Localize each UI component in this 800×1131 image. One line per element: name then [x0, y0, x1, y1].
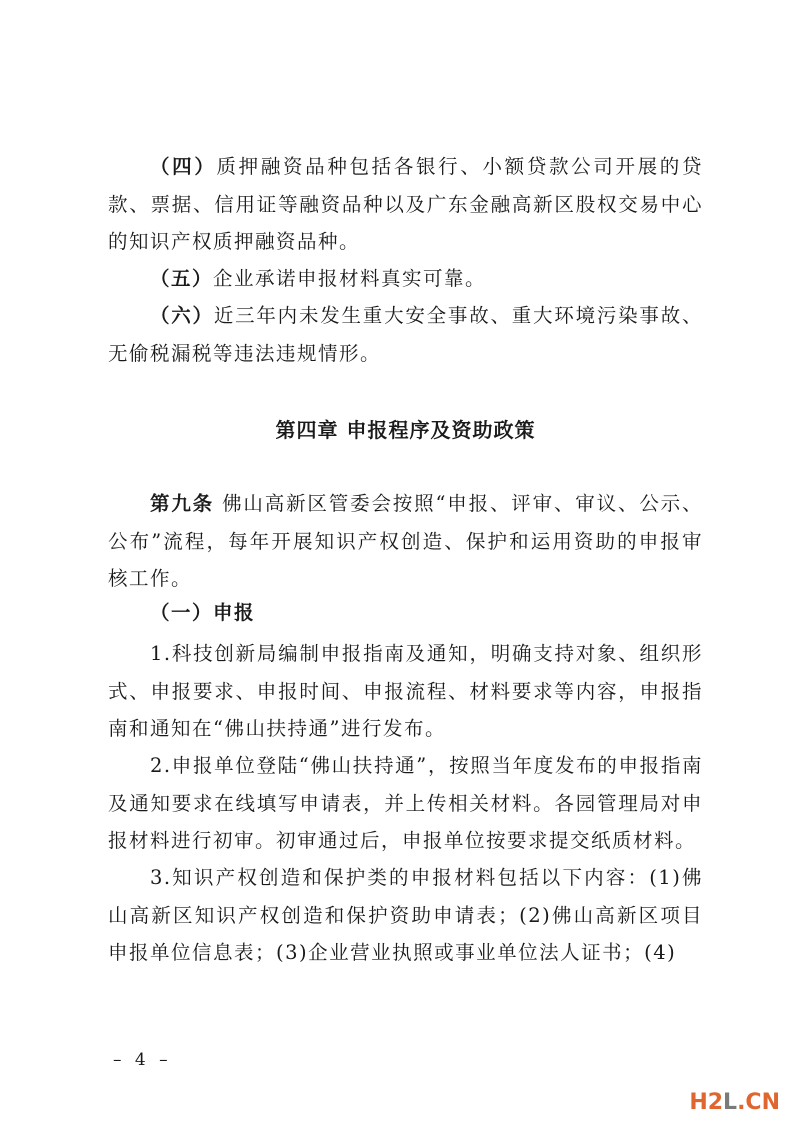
paragraph-five-label: （五）: [150, 267, 214, 290]
chapter-title: 第四章 申报程序及资助政策: [275, 418, 536, 442]
item-three: 3.知识产权创造和保护类的申报材料包括以下内容：(1)佛山高新区知识产权创造和保护资助申请表；(2)佛山高新区项目申报单位信息表；(3)企业营业执照或事业单位法人证书；(4): [108, 866, 703, 964]
paragraph-five: [108, 260, 703, 298]
paragraph-six: [108, 297, 703, 372]
watermark-l: L: [723, 1090, 738, 1115]
watermark-h2: H2: [689, 1090, 724, 1115]
paragraph-four-text: 质押融资品种包括各银行、小额贷款公司开展的贷款、票据、信用证等融资品种以及广东金融高新区股权交易中心的知识产权质押融资品种。: [108, 155, 703, 253]
paragraph-six-label: （六）: [150, 304, 214, 327]
site-watermark: [689, 1090, 780, 1115]
watermark-cn: .CN: [737, 1090, 780, 1115]
article-nine-text: 佛山高新区管委会按照“申报、评审、审议、公示、公布”流程，每年开展知识产权创造、保护和运用资助的申报审核工作。: [108, 492, 703, 590]
item-one: 1.科技创新局编制申报指南及通知，明确支持对象、组织形式、申报要求、申报时间、申报流程、材料要求等内容，申报指南和通知在“佛山扶持通”进行发布。: [108, 642, 703, 740]
paragraph-four: [108, 148, 703, 261]
article-nine-label: 第九条: [150, 492, 215, 515]
page-number: – 4 –: [113, 1050, 172, 1070]
paragraph-five-text: 企业承诺申报材料真实可靠。: [213, 267, 487, 290]
paragraph-six-text: 近三年内未发生重大安全事故、重大环境污染事故、无偷税漏税等违法违规情形。: [108, 304, 703, 365]
article-nine: [108, 485, 703, 598]
item-two: 2.申报单位登陆“佛山扶持通”，按照当年度发布的申报指南及通知要求在线填写申请表，并上传相关材料。各园管理局对申报材料进行初审。初审通过后，申报单位按要求提交纸质材料。: [108, 754, 703, 852]
paragraph-four-label: （四）: [150, 155, 217, 178]
section-one-heading: （一）申报: [150, 601, 256, 624]
